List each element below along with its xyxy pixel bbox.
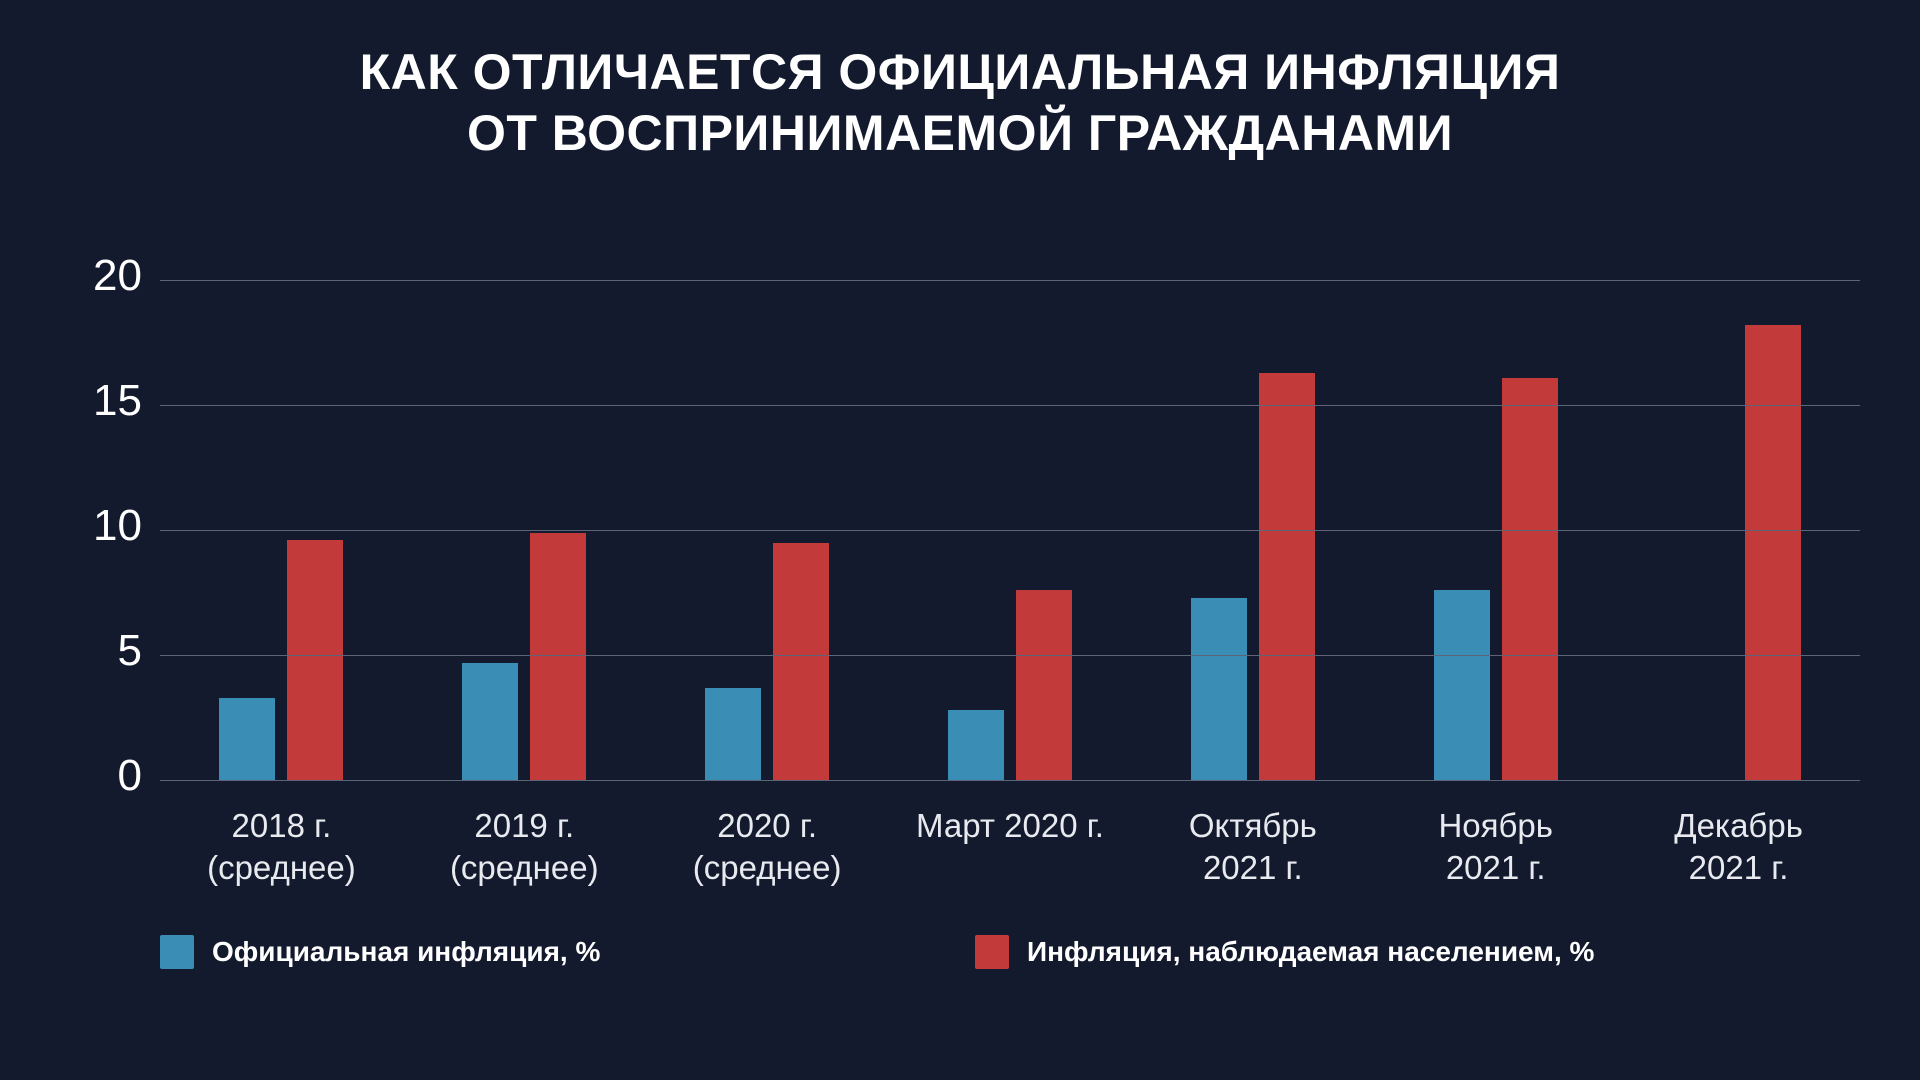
x-axis-label-line: 2018 г. <box>231 807 332 844</box>
legend-label: Инфляция, наблюдаемая населением, % <box>1027 936 1595 967</box>
x-axis-label-line: 2020 г. <box>717 807 817 844</box>
gridline <box>160 780 1860 781</box>
title-line-2: ОТ ВОСПРИНИМАЕМОЙ ГРАЖДАНАМИ <box>466 105 1454 161</box>
x-axis-label-line: Ноябрь <box>1438 807 1553 844</box>
y-axis-tick-label: 15 <box>93 376 142 425</box>
gridline <box>160 655 1860 656</box>
y-axis-tick-label: 20 <box>93 251 142 300</box>
legend-item <box>160 935 600 969</box>
bar-official-inflation <box>219 698 275 781</box>
bar-official-inflation <box>462 663 518 781</box>
gridline <box>160 405 1860 406</box>
bar-perceived-inflation <box>1016 590 1072 780</box>
plot-area <box>93 251 1860 825</box>
bar-official-inflation <box>705 688 761 781</box>
bar-perceived-inflation <box>1745 325 1801 780</box>
gridline <box>160 280 1860 281</box>
legend-color-swatch <box>160 935 194 969</box>
legend-color-swatch <box>975 935 1009 969</box>
x-axis-label <box>889 805 1132 847</box>
x-axis-label-line: 2021 г. <box>1445 849 1546 887</box>
x-axis-label <box>1617 805 1860 889</box>
y-axis-tick-label: 10 <box>93 501 142 550</box>
legend-item <box>975 935 1594 969</box>
bar-perceived-inflation <box>287 540 343 780</box>
x-axis-label-line: (среднее) <box>692 849 842 887</box>
y-axis-tick-label: 0 <box>117 751 142 800</box>
chart-legend <box>0 935 1920 995</box>
x-axis-label-line: 2021 г. <box>1202 849 1303 887</box>
x-axis-label-line: Декабрь <box>1674 807 1803 844</box>
x-axis-label <box>1131 805 1374 889</box>
x-axis-label <box>403 805 646 889</box>
bar-official-inflation <box>948 710 1004 780</box>
bar-perceived-inflation <box>1502 378 1558 781</box>
bar-perceived-inflation <box>1259 373 1315 781</box>
x-axis-label <box>160 805 403 889</box>
x-axis-label-line: Октябрь <box>1188 807 1317 844</box>
bar-official-inflation <box>1434 590 1490 780</box>
x-axis-labels <box>160 805 1860 915</box>
page-title <box>0 42 1920 164</box>
x-axis-label-line: (среднее) <box>207 849 356 887</box>
title-line-1: КАК ОТЛИЧАЕТСЯ ОФИЦИАЛЬНАЯ ИНФЛЯЦИЯ <box>359 44 1561 100</box>
x-axis-label-line: 2021 г. <box>1688 849 1789 887</box>
x-axis-label <box>646 805 889 889</box>
x-axis-label-line: (среднее) <box>449 849 599 887</box>
x-axis-label <box>1374 805 1617 889</box>
bar-official-inflation <box>1191 598 1247 781</box>
x-axis-label-line: 2019 г. <box>474 807 575 844</box>
bar-perceived-inflation <box>530 533 586 781</box>
legend-label: Официальная инфляция, % <box>212 936 601 967</box>
bar-chart <box>0 240 1920 800</box>
bar-perceived-inflation <box>773 543 829 781</box>
gridline <box>160 530 1860 531</box>
y-axis-tick-label: 5 <box>117 626 142 675</box>
x-axis-label-line: Март 2020 г. <box>916 807 1104 844</box>
